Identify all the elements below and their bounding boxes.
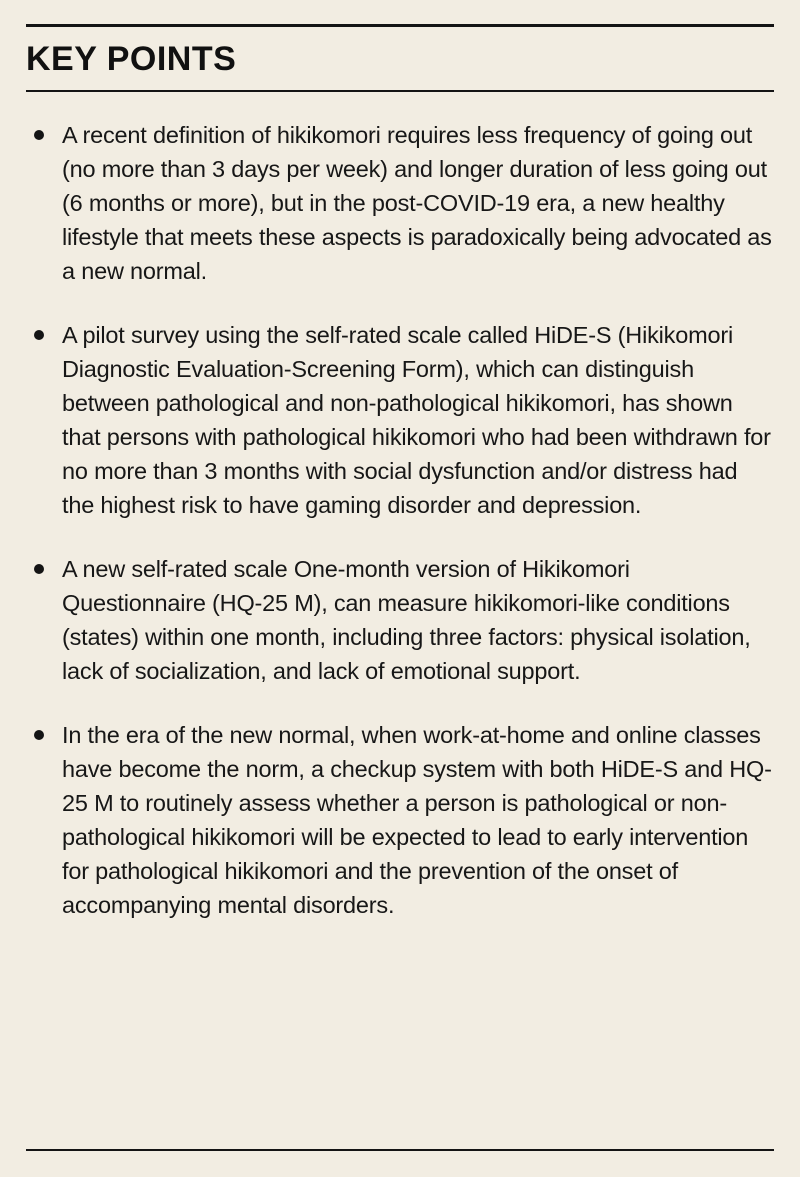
bullet-item — [26, 318, 774, 522]
bullet-icon — [34, 730, 44, 740]
bullet-icon — [34, 130, 44, 140]
bullet-text: A new self-rated scale One-month version of Hikikomori Questionnaire (HQ-25 M), can measure hikikomori-like conditions (states) within one month, including three factors: physical isolation, lack of socialization, and lack of emotional support. — [62, 556, 751, 684]
bullet-icon — [34, 564, 44, 574]
bullet-icon — [34, 330, 44, 340]
bullet-text: In the era of the new normal, when work-at-home and online classes have become the norm, a checkup system with both HiDE-S and HQ-25 M to routinely assess whether a person is pathological or non-pathological hikikomori will be expected to lead to early intervention for pathological hikikomori and the prevention of the onset of accompanying mental disorders. — [62, 722, 772, 918]
bullet-item — [26, 552, 774, 688]
bullet-item — [26, 118, 774, 288]
bullet-list — [26, 92, 774, 1149]
bullet-text: A pilot survey using the self-rated scale called HiDE-S (Hikikomori Diagnostic Evaluation-Screening Form), which can distinguish between pathological and non-pathological hikikomori, has shown that persons with pathological hikikomori who had been withdrawn for no more than 3 months with social dysfunction and/or distress had the highest risk to have gaming disorder and depression. — [62, 322, 771, 518]
bullet-item — [26, 718, 774, 922]
bottom-rule — [26, 1149, 774, 1151]
bullet-text: A recent definition of hikikomori requires less frequency of going out (no more than 3 days per week) and longer duration of less going out (6 months or more), but in the post-COVID-19 era, a new healthy lifestyle that meets these aspects is paradoxically being advocated as a new normal. — [62, 122, 772, 284]
panel-title: KEY POINTS — [26, 40, 237, 78]
